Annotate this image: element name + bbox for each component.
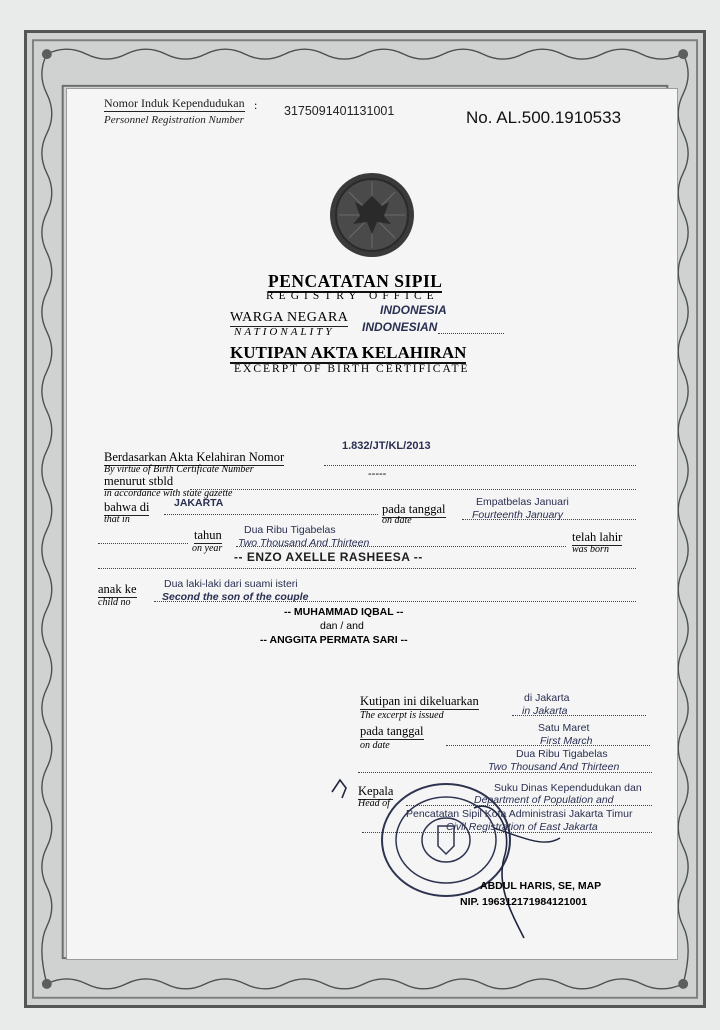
department-name-en: Department of Population and xyxy=(474,794,614,806)
reg-number-label-en: Personnel Registration Number xyxy=(104,114,244,126)
that-in-label-en: that in xyxy=(104,514,130,525)
reg-number-colon: : xyxy=(254,98,258,112)
garuda-emblem-icon xyxy=(329,172,415,258)
stbld-value: ----- xyxy=(368,468,387,480)
head-label-en: Head of xyxy=(358,798,390,809)
head-label: Kepala xyxy=(358,784,394,798)
nationality-value: INDONESIA xyxy=(380,303,447,317)
was-born-label-en: was born xyxy=(572,544,609,555)
that-in-label: bahwa di xyxy=(104,500,150,514)
birth-year-value: Dua Ribu Tigabelas xyxy=(244,524,336,536)
birth-year-value-en: Two Thousand And Thirteen xyxy=(238,537,370,549)
birth-date-label-en: on date xyxy=(382,515,412,526)
nationality-label: WARGA NEGARA xyxy=(230,310,349,325)
issue-year-value: Dua Ribu Tigabelas xyxy=(516,748,608,760)
nationality-value-en: INDONESIAN xyxy=(362,320,438,334)
child-name: -- ENZO AXELLE RASHEESA -- xyxy=(234,550,423,564)
birth-year-label: tahun xyxy=(194,528,222,542)
father-name: -- MUHAMMAD IQBAL -- xyxy=(284,606,404,618)
child-order-value: Dua laki-laki dari suami isteri xyxy=(164,578,298,590)
issue-date-label-en: on date xyxy=(360,740,390,751)
based-on-label-en: By virtue of Birth Certificate Number xyxy=(104,464,254,475)
official-nip: NIP. 196312171984121001 xyxy=(460,896,588,908)
stbld-label-en: in accordance with state gazette xyxy=(104,488,233,499)
official-name: ABDUL HARIS, SE, MAP xyxy=(480,880,602,892)
issue-year-value-en: Two Thousand And Thirteen xyxy=(488,761,620,773)
issue-date-label: pada tanggal xyxy=(360,724,424,738)
office-title-en: REGISTRY OFFICE xyxy=(266,290,439,302)
reg-number-label: Nomor Induk Kependudukan xyxy=(104,96,245,110)
certificate-paper xyxy=(66,88,678,960)
birth-date-value-en: Fourteenth January xyxy=(472,509,564,521)
birth-date-value: Empatbelas Januari xyxy=(476,496,569,508)
signature-icon xyxy=(324,768,584,948)
nationality-label-en: NATIONALITY xyxy=(234,326,335,338)
was-born-label: telah lahir xyxy=(572,530,623,544)
child-order-label-en: child no xyxy=(98,597,131,608)
child-order-label: anak ke xyxy=(98,582,137,596)
and-text: dan / and xyxy=(320,620,364,632)
document-title-en: EXCERPT OF BIRTH CERTIFICATE xyxy=(234,363,470,375)
issued-place-en: in Jakarta xyxy=(522,705,568,717)
issued-label-en: The excerpt is issued xyxy=(360,710,444,721)
reg-number-value: 3175091401131001 xyxy=(284,104,395,118)
certificate-number: No. AL.500.1910533 xyxy=(466,108,622,127)
based-on-label: Berdasarkan Akta Kelahiran Nomor xyxy=(104,450,285,464)
department-name: Suku Dinas Kependudukan dan xyxy=(494,782,642,794)
birth-date-label: pada tanggal xyxy=(382,502,446,516)
issue-date-value-en: First March xyxy=(540,735,593,747)
stbld-label: menurut stbld xyxy=(104,474,174,488)
issue-date-value: Satu Maret xyxy=(538,722,590,734)
department-name-2-en: Civil Registration of East Jakarta xyxy=(446,821,598,833)
mother-name: -- ANGGITA PERMATA SARI -- xyxy=(260,634,408,646)
child-order-value-en: Second the son of the couple xyxy=(162,591,309,603)
birth-year-label-en: on year xyxy=(192,543,223,554)
issued-place: di Jakarta xyxy=(524,692,570,704)
document-title: KUTIPAN AKTA KELAHIRAN xyxy=(230,343,467,362)
department-name-2: Pencatatan Sipil Kota Administrasi Jakarta Timur xyxy=(406,808,633,820)
birth-place: JAKARTA xyxy=(174,497,224,509)
birth-cert-ref: 1.832/JT/KL/2013 xyxy=(342,440,431,452)
office-title: PENCATATAN SIPIL xyxy=(268,271,443,291)
issued-label: Kutipan ini dikeluarkan xyxy=(360,694,479,708)
